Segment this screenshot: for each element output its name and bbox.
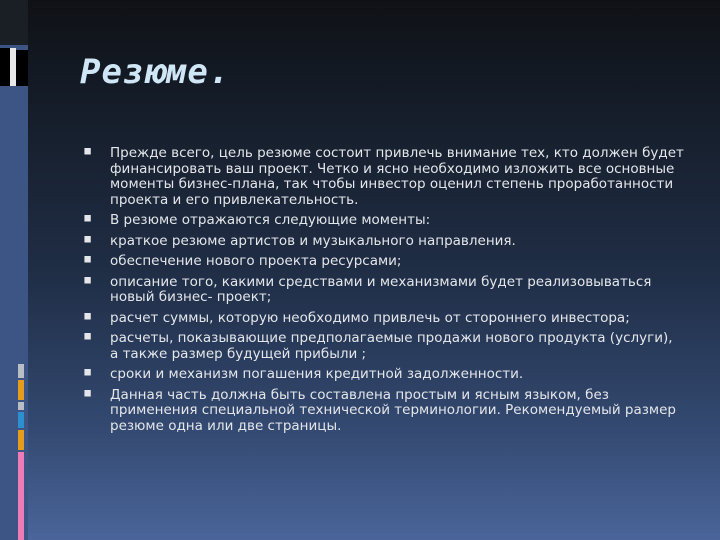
bullet-square-icon: ⯀ bbox=[84, 215, 92, 225]
accent-block-pink bbox=[18, 452, 24, 540]
accent-block-orange bbox=[18, 380, 24, 400]
bullet-square-icon: ⯀ bbox=[84, 148, 92, 158]
bullet-text: В резюме отражаются следующие моменты: bbox=[110, 212, 431, 228]
bullet-item bbox=[84, 331, 684, 362]
accent-block-black bbox=[0, 48, 10, 86]
bullet-item bbox=[84, 213, 684, 229]
bullet-square-icon: ⯀ bbox=[84, 333, 92, 343]
bullet-square-icon: ⯀ bbox=[84, 235, 92, 246]
accent-block-gray bbox=[18, 402, 24, 410]
left-bar-top-block bbox=[0, 0, 28, 45]
bullet-text: Прежде всего, цель резюме состоит привлечь внимание тех, кто должен будет финансировать ваш проект. Четко и ясно необходимо изложить все основные моменты бизнес-плана, так чтобы инвестор оценил степень проработанности проекта и его привлекательность. bbox=[110, 145, 684, 208]
bullet-item bbox=[84, 146, 684, 208]
bullet-text: расчет суммы, которую необходимо привлечь от стороннего инвестора; bbox=[110, 309, 630, 326]
accent-block-orange bbox=[18, 430, 24, 450]
accent-block-black bbox=[16, 50, 28, 86]
bullet-square-icon: ⯀ bbox=[84, 369, 92, 379]
bullet-square-icon: ⯀ bbox=[84, 276, 92, 287]
bullet-text: описание того, какими средствами и механизмами будет реализовываться новый бизнес- проект; bbox=[110, 273, 652, 305]
bullet-list bbox=[84, 146, 684, 439]
bullet-item bbox=[84, 367, 684, 383]
bullet-square-icon: ⯀ bbox=[84, 312, 92, 323]
bullet-text: обеспечение нового проекта ресурсами; bbox=[110, 253, 402, 269]
bullet-text: расчеты, показывающие предполагаемые продажи нового продукта (услуги), а также размер будущей прибыли ; bbox=[110, 330, 673, 362]
bullet-text: краткое резюме артистов и музыкального направления. bbox=[110, 232, 516, 249]
slide-title: Резюме. bbox=[80, 52, 231, 92]
bullet-text: сроки и механизм погашения кредитной задолженности. bbox=[110, 366, 524, 382]
bullet-square-icon: ⯀ bbox=[84, 389, 92, 400]
bullet-square-icon: ⯀ bbox=[84, 256, 92, 266]
bullet-text: Данная часть должна быть составлена простым и ясным языком, без применения специальной технической терминологии. Рекомендуемый размер резюме одна или две страницы. bbox=[110, 386, 676, 434]
accent-block-gray bbox=[18, 364, 24, 378]
bullet-item bbox=[84, 388, 684, 435]
bullet-item bbox=[84, 234, 684, 250]
bullet-item bbox=[84, 311, 684, 327]
accent-block-blue bbox=[18, 412, 24, 428]
bullet-item bbox=[84, 254, 684, 270]
bullet-item bbox=[84, 275, 684, 306]
